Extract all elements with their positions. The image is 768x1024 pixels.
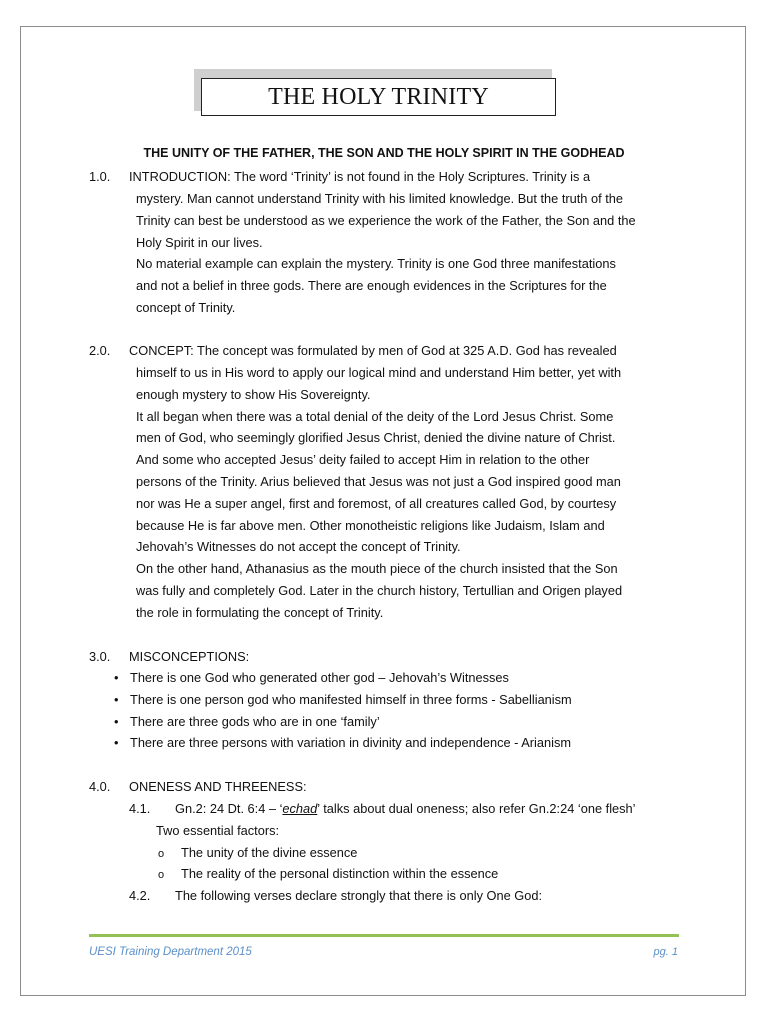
paragraph-line: Jehovah’s Witnesses do not accept the concept of Trinity.	[136, 539, 461, 555]
paragraph-line: And some who accepted Jesus’ deity failed to accept Him in relation to the other	[136, 452, 590, 468]
list-item	[114, 689, 572, 711]
section-2-heading: CONCEPT: The concept was formulated by men of God at 325 A.D. God has revealed	[129, 343, 617, 358]
paragraph-line: enough mystery to show His Sovereignty.	[136, 386, 371, 402]
footer-rule	[89, 934, 679, 937]
paragraph-line: concept of Trinity.	[136, 299, 236, 315]
section-1-paragraph	[136, 188, 636, 319]
sub-list-item	[158, 866, 498, 881]
sub-list-item-text: The reality of the personal distinction within the essence	[181, 866, 499, 881]
paragraph-line: was fully and completely God. Later in the church history, Tertullian and Origen played	[136, 582, 623, 598]
paragraph-line: nor was He a super angel, first and foremost, of all creatures called God, by courtesy	[136, 495, 617, 511]
footer-page-number: pg. 1	[653, 946, 678, 958]
section-3-heading: MISCONCEPTIONS:	[129, 649, 250, 664]
bullet-icon: •	[114, 735, 119, 751]
paragraph-line: Trinity can best be understood as we experience the work of the Father, the Son and the	[136, 212, 636, 228]
section-1-number: 1.0.	[89, 169, 111, 184]
footer-department: UESI Training Department 2015	[89, 946, 252, 958]
page-title: THE HOLY TRINITY	[201, 78, 556, 116]
subsection-4-1-text	[175, 801, 636, 816]
list-item	[114, 711, 572, 733]
paragraph-line: because He is far above men. Other monotheistic religions like Judaism, Islam and	[136, 517, 605, 533]
paragraph-line: mystery. Man cannot understand Trinity with his limited knowledge. But the truth of the	[136, 191, 623, 206]
subsection-4-2-number: 4.2.	[129, 888, 151, 903]
section-1-heading: INTRODUCTION: The word ‘Trinity’ is not found in the Holy Scriptures. Trinity is a	[129, 169, 591, 184]
paragraph-line: On the other hand, Athanasius as the mouth piece of the church insisted that the Son	[136, 561, 618, 577]
list-item-text: There are three gods who are in one ‘family’	[130, 713, 380, 729]
echad-emphasis: echad	[282, 801, 318, 816]
bullet-icon: •	[114, 713, 119, 729]
misconceptions-list	[114, 667, 572, 754]
section-2-number: 2.0.	[89, 343, 111, 358]
paragraph-line: and not a belief in three gods. There are enough evidences in the Scriptures for the	[136, 278, 607, 294]
subtitle: THE UNITY OF THE FATHER, THE SON AND THE HOLY SPIRIT IN THE GODHEAD	[143, 146, 625, 160]
list-item	[114, 732, 572, 754]
subsection-4-1-number: 4.1.	[129, 801, 151, 816]
section-2-paragraph	[136, 362, 622, 624]
subsection-4-2-text: The following verses declare strongly that there is only One God:	[175, 888, 543, 903]
list-item-text: There is one God who generated other god – Jehovah’s Witnesses	[130, 670, 509, 685]
paragraph-line: It all began when there was a total denial of the deity of the Lord Jesus Christ. Some	[136, 408, 614, 424]
section-3-number: 3.0.	[89, 649, 111, 664]
section-4-number: 4.0.	[89, 779, 111, 794]
bullet-icon: •	[114, 691, 119, 707]
paragraph-line: himself to us in His word to apply our logical mind and understand Him better, yet with	[136, 365, 622, 380]
subsection-text-part: ’ talks about dual oneness; also refer Gn.2:24 ‘one flesh’	[317, 801, 636, 816]
list-item-text: There is one person god who manifested himself in three forms - Sabellianism	[130, 691, 572, 707]
title-block	[198, 73, 558, 117]
subsection-4-1-line2: Two essential factors:	[156, 823, 280, 838]
subsection-text-part: Gn.2: 24 Dt. 6:4 – ‘	[175, 801, 283, 816]
bullet-icon: •	[114, 670, 119, 685]
paragraph-line: the role in formulating the concept of Trinity.	[136, 604, 384, 620]
list-item	[114, 667, 572, 689]
paragraph-line: men of God, who seemingly glorified Jesus Christ, denied the divine nature of Christ.	[136, 430, 616, 446]
section-4-heading: ONENESS AND THREENESS:	[129, 779, 307, 794]
circle-bullet-icon: o	[158, 869, 165, 881]
paragraph-line: No material example can explain the mystery. Trinity is one God three manifestations	[136, 256, 616, 272]
sub-list-item-text: The unity of the divine essence	[181, 845, 358, 860]
list-item-text: There are three persons with variation in divinity and independence - Arianism	[130, 735, 572, 751]
circle-bullet-icon: o	[158, 848, 165, 860]
paragraph-line: persons of the Trinity. Arius believed that Jesus was not just a God inspired good man	[136, 473, 621, 489]
sub-list-item	[158, 845, 357, 860]
paragraph-line: Holy Spirit in our lives.	[136, 234, 263, 250]
